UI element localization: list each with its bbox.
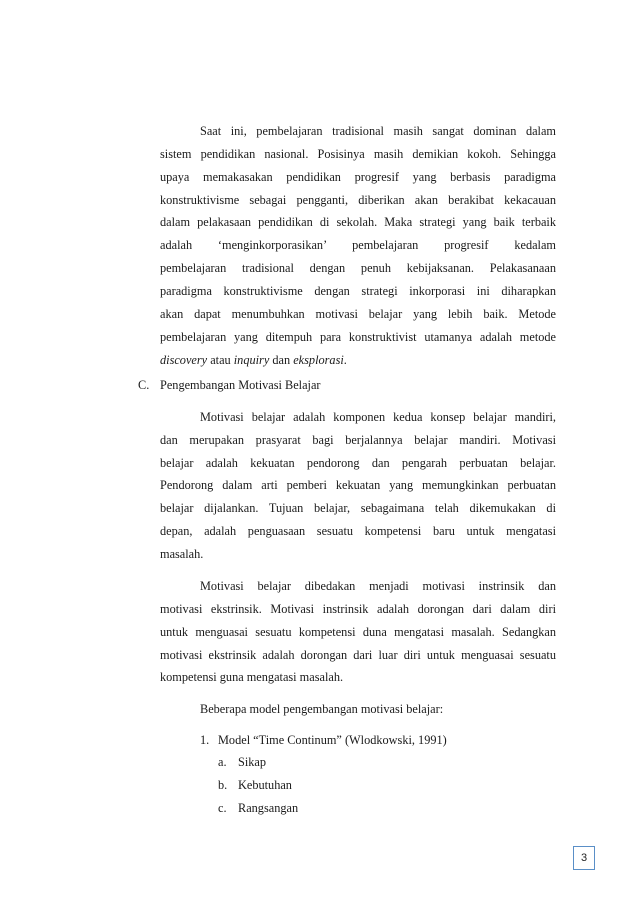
list-subitem-text: Sikap (238, 755, 267, 769)
paragraph-line: untuk menguasai sesuatu kompetensi duna mengatasi masalah. Sedangkan (160, 625, 556, 639)
list-intro: Beberapa model pengembangan motivasi belajar: (200, 702, 444, 716)
section-title: Pengembangan Motivasi Belajar (160, 378, 321, 392)
list-item-text: Model “Time Continum” (Wlodkowski, 1991) (218, 733, 447, 747)
list-item (200, 732, 447, 748)
paragraph-line: adalah ‘menginkorporasikan’ pembelajaran progresif kedalam (160, 238, 556, 252)
list-marker: 1. (200, 733, 210, 747)
paragraph-line: pembelajaran tradisional dengan penuh kebijaksanan. Pelakasanaan (160, 261, 556, 275)
term-inquiry: inquiry (233, 353, 270, 367)
paragraph-line: Motivasi belajar adalah komponen kedua konsep belajar mandiri, (200, 410, 556, 424)
list-subitem-text: Rangsangan (238, 801, 299, 815)
paragraph-line: upaya memakasakan pendidikan progresif yang berbasis paradigma (160, 170, 556, 184)
list-subitem (218, 777, 292, 793)
paragraph-line: kompetensi guna mengatasi masalah. (160, 670, 344, 684)
page-number: 3 (573, 846, 595, 870)
list-marker: c. (218, 801, 227, 815)
paragraph-line: Motivasi belajar dibedakan menjadi motivasi instrinsik dan (200, 579, 556, 593)
section-letter: C. (138, 378, 150, 392)
list-subitem (218, 800, 298, 816)
conjunction: dan (272, 353, 291, 367)
paragraph-line: motivasi ekstrinsik. Motivasi instrinsik adalah dorongan dari dalam diri (160, 602, 556, 616)
paragraph-line: dalam pelakasaan pendidikan di sekolah. Maka strategi yang baik terbaik (160, 215, 556, 229)
period: . (343, 353, 347, 367)
paragraph-line: pembelajaran yang ditempuh para konstruktivist utamanya adalah metode (160, 330, 556, 344)
paragraph-line: belajar dijalankan. Tujuan belajar, sebagaimana telah dikemukakan di (160, 501, 556, 515)
paragraph-line: masalah. (160, 547, 204, 561)
paragraph-line: akan dapat menumbuhkan motivasi belajar yang lebih baik. Metode (160, 307, 556, 321)
paragraph-line: depan, adalah penguasaan sesuatu kompetensi baru untuk mengatasi (160, 524, 556, 538)
section-heading (138, 377, 321, 393)
paragraph-line: paradigma konstruktivisme dengan strategi inkorporasi ini diharapkan (160, 284, 556, 298)
paragraph-line: konstruktivisme sebagai pengganti, diberikan akan berakibat kekacauan (160, 193, 556, 207)
list-subitem-text: Kebutuhan (238, 778, 292, 792)
paragraph-line: dan merupakan prasyarat bagi berjalannya belajar mandiri. Motivasi (160, 433, 556, 447)
paragraph-line: motivasi ekstrinsik adalah dorongan dari luar diri untuk menguasai sesuatu (160, 648, 556, 662)
term-discovery: discovery (160, 353, 208, 367)
paragraph-line: belajar adalah kekuatan pendorong dan pengarah perbuatan belajar. (160, 456, 556, 470)
paragraph-line: Pendorong dalam arti pemberi kekuatan yang memungkinkan perbuatan (160, 478, 556, 492)
list-marker: a. (218, 755, 227, 769)
term-eksplorasi: eksplorasi (293, 353, 344, 367)
paragraph-last-line (160, 352, 556, 368)
list-subitem (218, 754, 266, 770)
paragraph-line: sistem pendidikan nasional. Posisinya masih demikian kokoh. Sehingga (160, 147, 556, 161)
paragraph-line: Saat ini, pembelajaran tradisional masih sangat dominan dalam (200, 124, 556, 138)
list-marker: b. (218, 778, 228, 792)
conjunction: atau (210, 353, 231, 367)
